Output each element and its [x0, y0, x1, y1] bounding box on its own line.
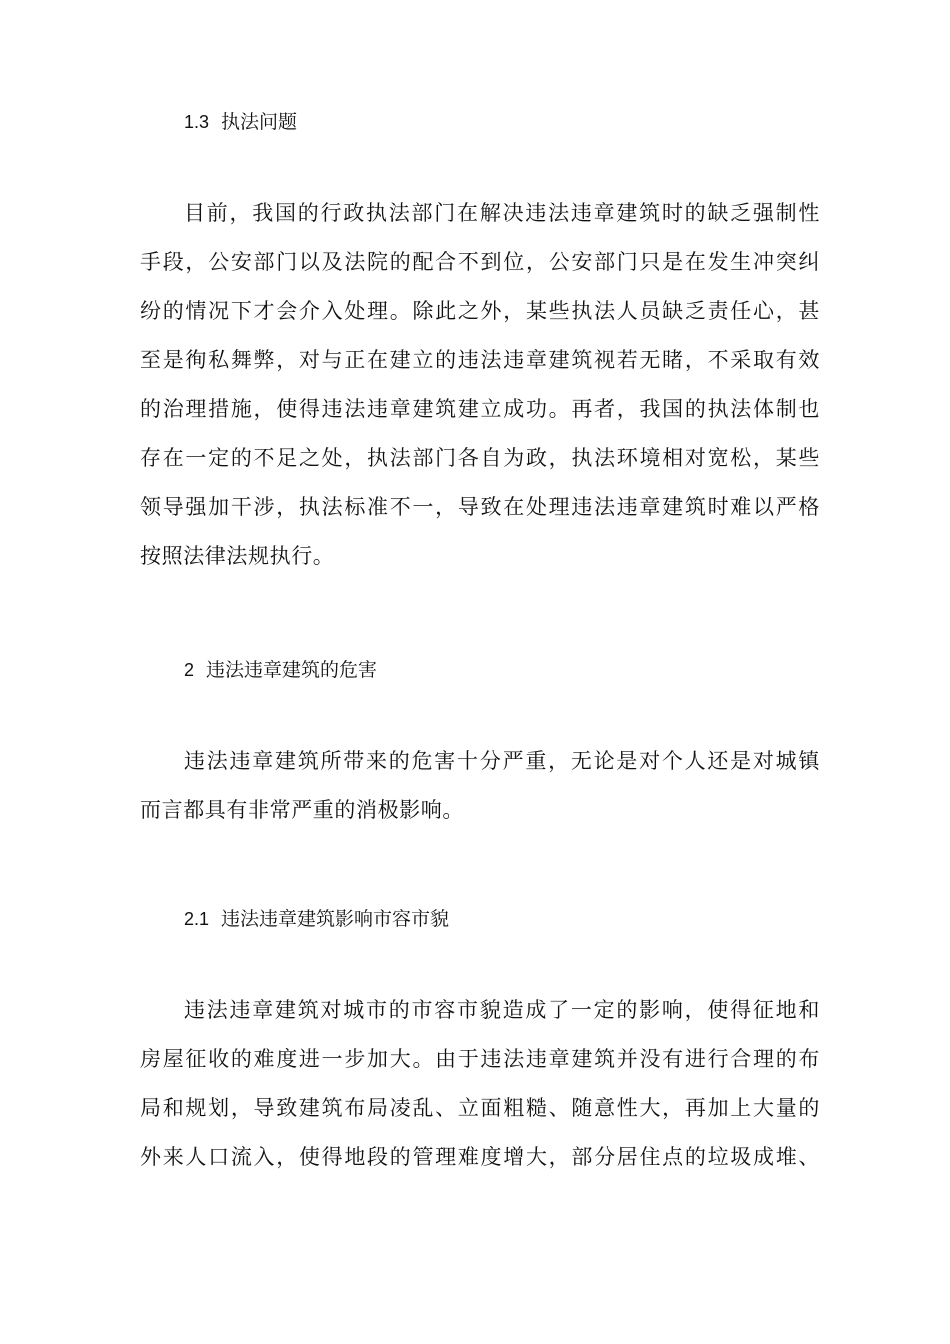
- paragraph-hazards-intro: [140, 737, 820, 835]
- paragraph-line: 外来人口流入，使得地段的管理难度增大，部分居住点的垃圾成堆、: [140, 1145, 820, 1169]
- paragraph-line: 纷的情况下才会介入处理。除此之外，某些执法人员缺乏责任心，甚: [140, 299, 820, 323]
- paragraph-line: 的治理措施，使得违法违章建筑建立成功。再者，我国的执法体制也: [140, 397, 820, 421]
- paragraph-line: 存在一定的不足之处，执法部门各自为政，执法环境相对宽松，某些: [140, 446, 820, 470]
- paragraph-line: 至是徇私舞弊，对与正在建立的违法违章建筑视若无睹，不采取有效: [140, 348, 820, 372]
- section-number: 2.1: [184, 909, 210, 929]
- paragraph-line: 目前，我国的行政执法部门在解决违法违章建筑时的缺乏强制性: [184, 201, 820, 225]
- paragraph-line: 领导强加干涉，执法标准不一，导致在处理违法违章建筑时难以严格: [140, 495, 820, 519]
- section-heading-2: [184, 658, 377, 682]
- paragraph-city-appearance: [140, 986, 820, 1182]
- section-title: 违法违章建筑影响市容市貌: [221, 908, 450, 930]
- section-number: 2: [184, 660, 195, 680]
- section-heading-1-3: [184, 110, 297, 134]
- paragraph-line: 违法违章建筑对城市的市容市貌造成了一定的影响，使得征地和: [184, 998, 820, 1022]
- paragraph-line: 局和规划，导致建筑布局凌乱、立面粗糙、随意性大，再加上大量的: [140, 1096, 820, 1120]
- section-heading-2-1: [184, 907, 449, 931]
- section-title: 执法问题: [221, 111, 298, 133]
- paragraph-line: 违法违章建筑所带来的危害十分严重，无论是对个人还是对城镇: [184, 749, 820, 773]
- section-title: 违法违章建筑的危害: [206, 659, 378, 681]
- paragraph-enforcement-issues: [140, 189, 820, 581]
- paragraph-line: 手段，公安部门以及法院的配合不到位，公安部门只是在发生冲突纠: [140, 250, 820, 274]
- paragraph-line: 而言都具有非常严重的消极影响。: [140, 798, 464, 822]
- paragraph-line: 房屋征收的难度进一步加大。由于违法违章建筑并没有进行合理的布: [140, 1047, 820, 1071]
- paragraph-line: 按照法律法规执行。: [140, 544, 335, 568]
- section-number: 1.3: [184, 112, 210, 132]
